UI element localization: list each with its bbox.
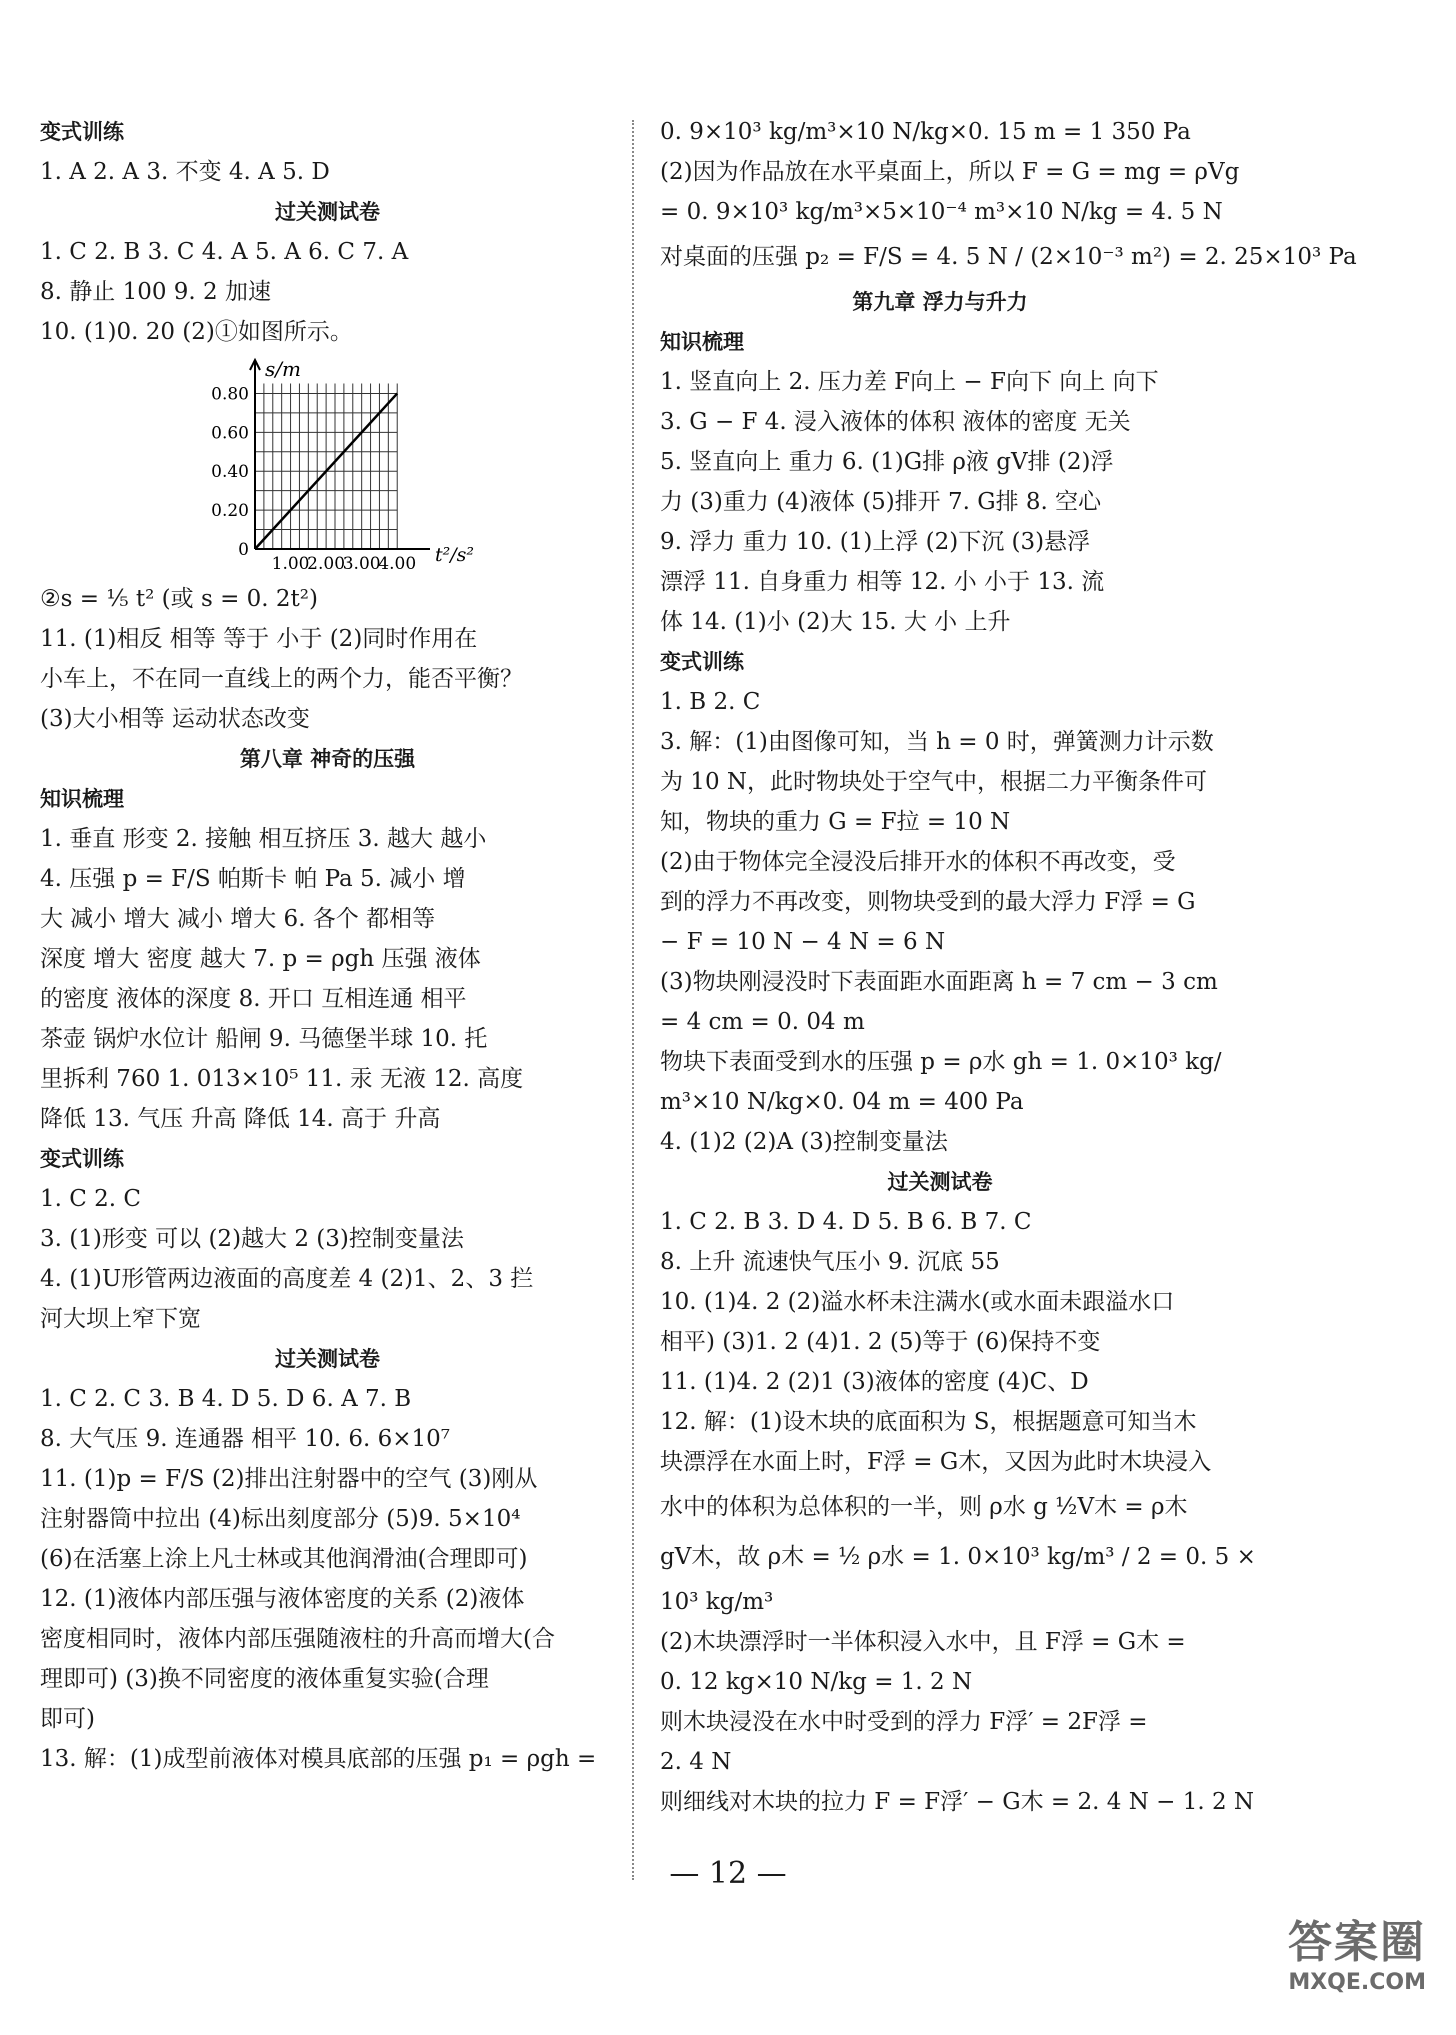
answer-line: (6)在活塞上涂上凡士林或其他润滑油(合理即可) xyxy=(40,1546,528,1572)
answer-line: 小车上，不在同一直线上的两个力，能否平衡？ xyxy=(40,666,523,692)
section-heading: 变式训练 xyxy=(40,1147,124,1171)
answer-line: 水中的体积为总体积的一半，则 ρ水 g ½V木 = ρ木 xyxy=(660,1494,1188,1520)
section-heading: 变式训练 xyxy=(40,120,124,144)
x-tick-label: 1.00 xyxy=(271,554,310,574)
answer-line: (2)木块漂浮时一半体积浸入水中，且 F浮 = G木 = xyxy=(660,1629,1186,1655)
column-divider xyxy=(632,120,634,1880)
answer-line: 知，物块的重力 G = F拉 = 10 N xyxy=(660,809,1011,835)
section-heading: 过关测试卷 xyxy=(275,200,380,224)
answer-line: ②s = ¹⁄₅ t² (或 s = 0. 2t²) xyxy=(40,586,318,612)
answer-line: 物块下表面受到水的压强 p = ρ水 gh = 1. 0×10³ kg/ xyxy=(660,1049,1222,1075)
x-tick-label: 3.00 xyxy=(342,554,381,574)
answer-line: 深度 增大 密度 越大 7. p = ρgh 压强 液体 xyxy=(40,946,481,972)
answer-line: 相平) (3)1. 2 (4)1. 2 (5)等于 (6)保持不变 xyxy=(660,1329,1101,1355)
x-axis-label: t²/s² xyxy=(435,544,475,566)
answer-line: 3. 解：(1)由图像可知，当 h = 0 时，弹簧测力计示数 xyxy=(660,729,1214,755)
answer-line: 8. 静止 100 9. 2 加速 xyxy=(40,279,271,305)
answer-line: 3. (1)形变 可以 (2)越大 2 (3)控制变量法 xyxy=(40,1226,464,1252)
answer-line: 密度相同时，液体内部压强随液柱的升高而增大(合 xyxy=(40,1626,555,1652)
answer-line: 10. (1)4. 2 (2)溢水杯未注满水(或水面未跟溢水口 xyxy=(660,1289,1175,1315)
answer-line: 1. C 2. B 3. D 4. D 5. B 6. B 7. C xyxy=(660,1209,1032,1235)
answer-line: 9. 浮力 重力 10. (1)上浮 (2)下沉 (3)悬浮 xyxy=(660,529,1091,555)
section-heading: 知识梳理 xyxy=(40,787,124,811)
section-heading: 过关测试卷 xyxy=(275,1347,380,1371)
y-tick-label: 0.20 xyxy=(211,501,249,522)
answer-line: 10³ kg/m³ xyxy=(660,1589,774,1615)
answer-line: (3)物块刚浸没时下表面距水面距离 h = 7 cm − 3 cm xyxy=(660,969,1218,995)
answer-line: 13. 解：(1)成型前液体对模具底部的压强 p₁ = ρgh = xyxy=(40,1746,597,1772)
answer-line: 块漂浮在水面上时，F浮 = G木，又因为此时木块浸入 xyxy=(660,1449,1212,1475)
answer-line: 5. 竖直向上 重力 6. (1)G排 ρ液 gV排 (2)浮 xyxy=(660,449,1114,475)
answer-line: 2. 4 N xyxy=(660,1749,732,1775)
x-tick-label: 4.00 xyxy=(378,554,417,574)
page-number: — 12 — xyxy=(669,1856,787,1891)
answer-line: 茶壶 锅炉水位计 船闸 9. 马德堡半球 10. 托 xyxy=(40,1026,488,1052)
answer-line: 为 10 N，此时物块处于空气中，根据二力平衡条件可 xyxy=(660,769,1208,795)
answer-line: 1. C 2. C xyxy=(40,1186,142,1212)
answer-line: 对桌面的压强 p₂ = F/S = 4. 5 N / (2×10⁻³ m²) = 2. 25×10³ Pa xyxy=(660,244,1357,270)
y-tick-label: 0.60 xyxy=(211,423,249,444)
answer-line: − F = 10 N − 4 N = 6 N xyxy=(660,929,946,955)
answer-line: 的密度 液体的深度 8. 开口 互相连通 相平 xyxy=(40,986,467,1012)
answer-line: gV木，故 ρ木 = ½ ρ水 = 1. 0×10³ kg/m³ / 2 = 0. 5 × xyxy=(660,1544,1256,1570)
s-t2-chart xyxy=(200,354,475,579)
left-lines-bottom xyxy=(40,579,615,1779)
y-tick-label: 0.40 xyxy=(211,462,249,483)
answer-line: 漂浮 11. 自身重力 相等 12. 小 小于 13. 流 xyxy=(660,569,1105,595)
section-heading: 第九章 浮力与升力 xyxy=(852,290,1028,314)
answer-line: 1. C 2. C 3. B 4. D 5. D 6. A 7. B xyxy=(40,1386,412,1412)
answer-line: (3)大小相等 运动状态改变 xyxy=(40,706,310,732)
answer-line: 则木块浸没在水中时受到的浮力 F浮′ = 2F浮 = xyxy=(660,1709,1148,1735)
answer-line: 理即可) (3)换不同密度的液体重复实验(合理 xyxy=(40,1666,489,1692)
st-graph xyxy=(40,354,615,579)
answer-line: 力 (3)重力 (4)液体 (5)排开 7. G排 8. 空心 xyxy=(660,489,1102,515)
answer-line: 1. C 2. B 3. C 4. A 5. A 6. C 7. A xyxy=(40,239,409,265)
section-heading: 过关测试卷 xyxy=(887,1170,993,1194)
answer-line: 1. 垂直 形变 2. 接触 相互挤压 3. 越大 越小 xyxy=(40,826,487,852)
watermark-logo xyxy=(1288,1906,1426,1995)
section-heading: 变式训练 xyxy=(660,650,744,674)
answer-line: (2)由于物体完全浸没后排开水的体积不再改变，受 xyxy=(660,849,1176,875)
answer-line: 11. (1)p = F/S (2)排出注射器中的空气 (3)刚从 xyxy=(40,1466,538,1492)
answer-line: 里拆利 760 1. 013×10⁵ 11. 汞 无液 12. 高度 xyxy=(40,1066,524,1092)
right-column xyxy=(660,112,1357,1822)
answer-line: 0. 12 kg×10 N/kg = 1. 2 N xyxy=(660,1669,973,1695)
answer-line: m³×10 N/kg×0. 04 m = 400 Pa xyxy=(660,1089,1024,1115)
y-tick-label: 0.80 xyxy=(211,384,249,405)
left-column xyxy=(40,112,615,1779)
left-lines-top xyxy=(40,112,615,352)
answer-line: 0. 9×10³ kg/m³×10 N/kg×0. 15 m = 1 350 Pa xyxy=(660,119,1191,145)
answer-line: 注射器筒中拉出 (4)标出刻度部分 (5)9. 5×10⁴ xyxy=(40,1506,521,1532)
watermark-line1: 答案圈 xyxy=(1288,1917,1426,1968)
watermark-line2: MXQE.COM xyxy=(1288,1970,1426,1995)
answer-line: = 4 cm = 0. 04 m xyxy=(660,1009,865,1035)
answer-line: 河大坝上窄下宽 xyxy=(40,1306,201,1332)
answer-line: 8. 上升 流速快气压小 9. 沉底 55 xyxy=(660,1249,1000,1275)
answer-line: 11. (1)4. 2 (2)1 (3)液体的密度 (4)C、D xyxy=(660,1369,1089,1395)
answer-line: 大 减小 增大 减小 增大 6. 各个 都相等 xyxy=(40,906,436,932)
answer-line: = 0. 9×10³ kg/m³×5×10⁻⁴ m³×10 N/kg = 4. 5 N xyxy=(660,199,1223,225)
x-tick-label: 2.00 xyxy=(307,554,346,574)
answer-line: 1. B 2. C xyxy=(660,689,761,715)
y-tick-label: 0 xyxy=(238,540,249,560)
answer-line: 1. A 2. A 3. 不变 4. A 5. D xyxy=(40,159,330,185)
answer-line: 12. 解：(1)设木块的底面积为 S，根据题意可知当木 xyxy=(660,1409,1197,1435)
answer-line: 降低 13. 气压 升高 降低 14. 高于 升高 xyxy=(40,1106,441,1132)
answer-line: 到的浮力不再改变，则物块受到的最大浮力 F浮 = G xyxy=(660,889,1196,915)
answer-line: 体 14. (1)小 (2)大 15. 大 小 上升 xyxy=(660,609,1011,635)
answer-line: 11. (1)相反 相等 等于 小于 (2)同时作用在 xyxy=(40,626,478,652)
answer-line: 12. (1)液体内部压强与液体密度的关系 (2)液体 xyxy=(40,1586,525,1612)
answer-line: 10. (1)0. 20 (2)①如图所示。 xyxy=(40,319,353,345)
answer-line: 1. 竖直向上 2. 压力差 F向上 − F向下 向上 向下 xyxy=(660,369,1159,395)
section-heading: 第八章 神奇的压强 xyxy=(239,747,416,771)
y-axis-label: s/m xyxy=(265,357,301,381)
answer-line: 4. 压强 p = F/S 帕斯卡 帕 Pa 5. 减小 增 xyxy=(40,866,466,892)
answer-line: 则细线对木块的拉力 F = F浮′ − G木 = 2. 4 N − 1. 2 N xyxy=(660,1789,1255,1815)
answer-line: 3. G − F 4. 浸入液体的体积 液体的密度 无关 xyxy=(660,409,1131,435)
answer-line: 4. (1)2 (2)A (3)控制变量法 xyxy=(660,1129,948,1155)
answer-line: 4. (1)U形管两边液面的高度差 4 (2)1、2、3 拦 xyxy=(40,1266,534,1292)
answer-line: 8. 大气压 9. 连通器 相平 10. 6. 6×10⁷ xyxy=(40,1426,450,1452)
answer-line: (2)因为作品放在水平桌面上，所以 F = G = mg = ρVg xyxy=(660,159,1240,185)
section-heading: 知识梳理 xyxy=(660,330,744,354)
answer-line: 即可) xyxy=(40,1706,95,1732)
